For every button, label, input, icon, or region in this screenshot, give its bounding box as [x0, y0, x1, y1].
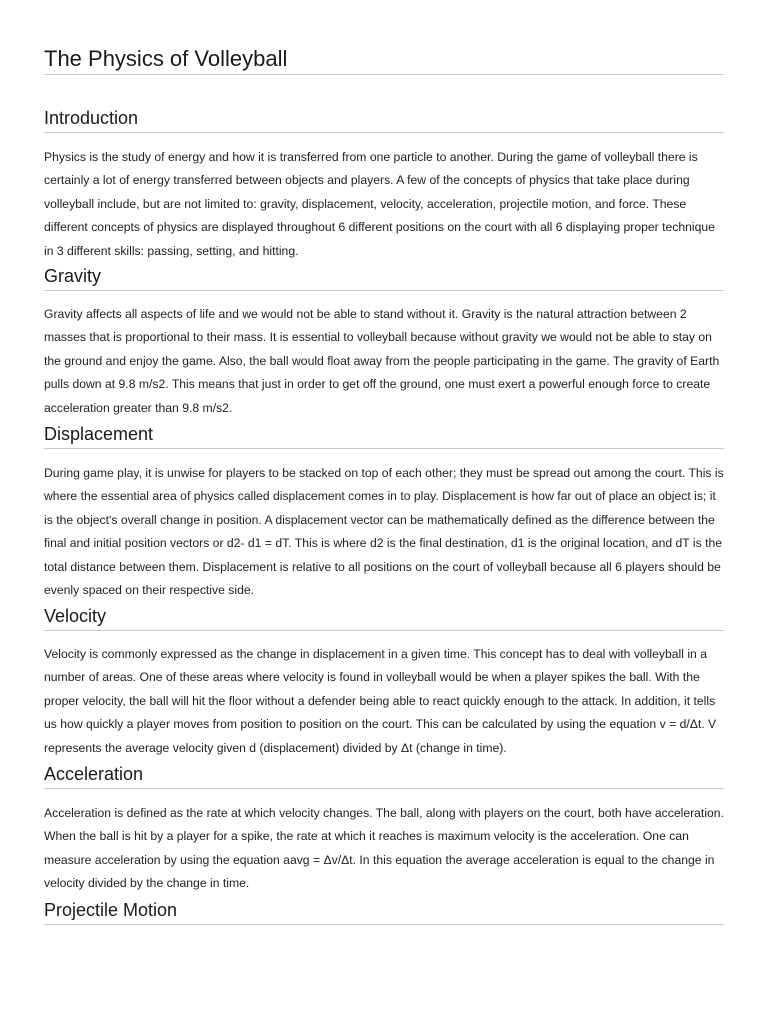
section-text-introduction: Physics is the study of energy and how it is transferred from one particle to another. During the game of volleyball there is certainly a lot of energy transferred between objects and players. A few of the concepts of physics that take place during volleyball include, but are not limited to: gravity, displacement, velocity, acceleration, projectile motion, and force. These different concepts of physics are displayed throughout 6 different positions on the court with all 6 displaying proper technique in 3 different skills: passing, setting, and hitting.: [44, 150, 715, 258]
section-heading-velocity: Velocity: [44, 604, 724, 631]
section-heading-introduction: Introduction: [44, 106, 724, 133]
section-text-acceleration: Acceleration is defined as the rate at which velocity changes. The ball, along with players on the court, both have acceleration. When the ball is hit by a player for a spike, the rate at which it reaches is maximum velocity is the acceleration. One can measure acceleration by using the equation aavg = Δv/Δt. In this equation the average acceleration is equal to the change in velocity divided by the change in time.: [44, 806, 724, 891]
page-title: The Physics of Volleyball: [44, 44, 724, 75]
section-heading-acceleration: Acceleration: [44, 762, 724, 789]
section-heading-gravity: Gravity: [44, 264, 724, 291]
section-text-velocity: Velocity is commonly expressed as the change in displacement in a given time. This concept has to deal with volleyball in a number of areas. One of these areas where velocity is found in volleyball would be when a player spikes the ball. With the proper velocity, the ball will hit the floor without a defender being able to react quickly enough to the attack. In addition, it tells us how quickly a player moves from position to position on the court. This can be calculated by using the equation v = d/Δt. V represents the average velocity given d (displacement) divided by Δt (change in time).: [44, 647, 717, 755]
section-text-displacement: During game play, it is unwise for players to be stacked on top of each other; they must be spread out among the court. This is where the essential area of physics called displacement comes in to play. Displacement is how far out of place an object is; it is the object's overall change in position. A displacement vector can be mathematically defined as the difference between the final and initial position vectors or d2- d1 = dT. This is where d2 is the final destination, d1 is the original location, and dT is the total distance between them. Displacement is relative to all positions on the court of volleyball because all 6 players should be evenly spaced on their respective side.: [44, 466, 724, 598]
section-heading-displacement: Displacement: [44, 422, 724, 449]
section-heading-projectile-motion: Projectile Motion: [44, 898, 724, 925]
section-text-gravity: Gravity affects all aspects of life and we would not be able to stand without it. Gravity is the natural attraction between 2 masses that is proportional to their mass. It is essential to volleyball because without gravity we would not be able to stay on the ground and enjoy the game. Also, the ball would float away from the people participating in the game. The gravity of Earth pulls down at 9.8 m/s2. This means that just in order to get off the ground, one must exert a powerful enough force to create acceleration greater than 9.8 m/s2.: [44, 307, 720, 415]
